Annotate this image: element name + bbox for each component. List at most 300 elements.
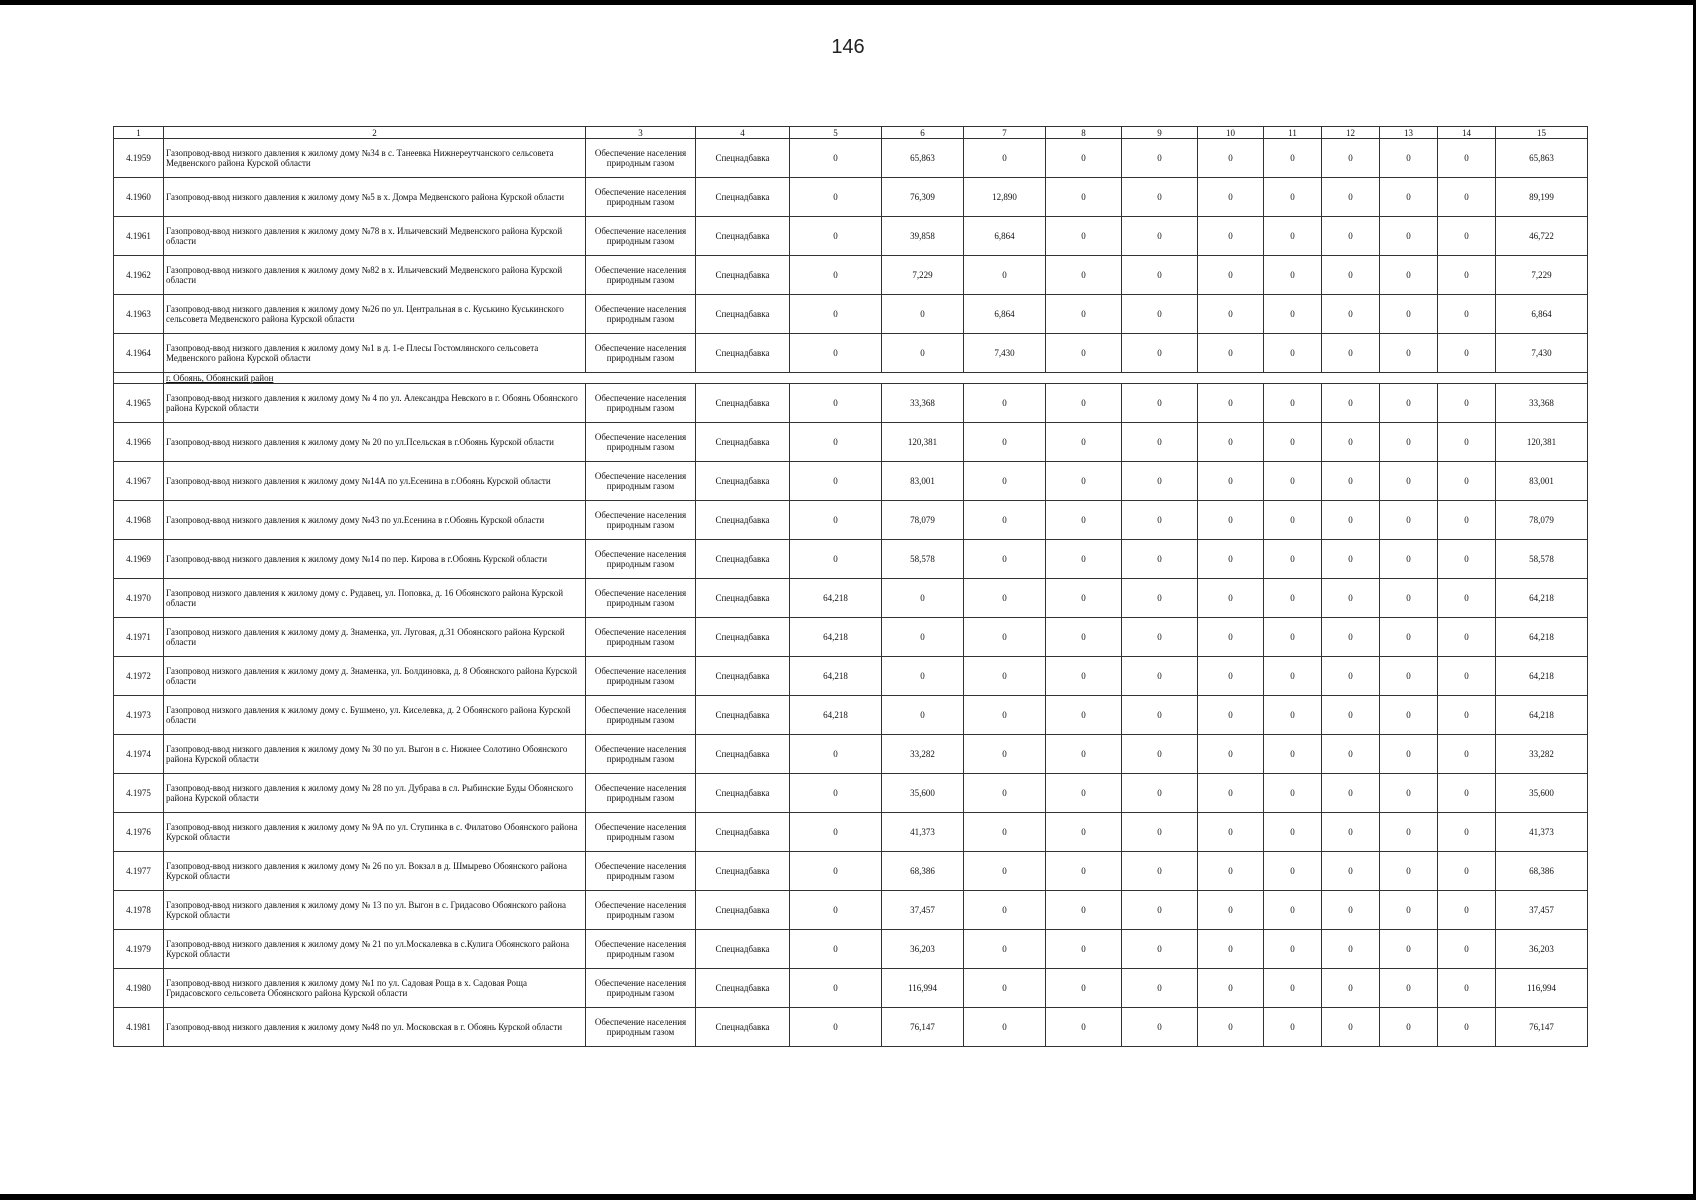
row-id: 4.1978 — [114, 891, 164, 930]
row-value: 64,218 — [1496, 696, 1588, 735]
row-purpose: Обеспечение населения природным газом — [586, 930, 696, 969]
row-name: Газопровод-ввод низкого давления к жилому дому № 9А по ул. Ступинка в с. Филатово Обоянского района Курской области — [164, 813, 586, 852]
row-value: 0 — [1046, 256, 1122, 295]
row-value: 7,430 — [1496, 334, 1588, 373]
row-value: 0 — [1322, 657, 1380, 696]
row-purpose: Обеспечение населения природным газом — [586, 295, 696, 334]
row-value: 64,218 — [790, 696, 882, 735]
row-source: Спецнадбавка — [696, 334, 790, 373]
row-id: 4.1964 — [114, 334, 164, 373]
row-value: 0 — [1322, 579, 1380, 618]
row-value: 64,218 — [790, 618, 882, 657]
row-source: Спецнадбавка — [696, 891, 790, 930]
row-source: Спецнадбавка — [696, 501, 790, 540]
row-value: 0 — [1122, 139, 1198, 178]
table-row — [114, 1008, 1588, 1047]
row-value: 0 — [1438, 178, 1496, 217]
row-name: Газопровод-ввод низкого давления к жилому дому № 4 по ул. Александра Невского в г. Обоянь Обоянского района Курской области — [164, 384, 586, 423]
table-row — [114, 735, 1588, 774]
row-source: Спецнадбавка — [696, 217, 790, 256]
row-value: 0 — [964, 384, 1046, 423]
row-value: 0 — [964, 618, 1046, 657]
row-value: 0 — [1046, 657, 1122, 696]
row-value: 0 — [1198, 423, 1264, 462]
row-value: 0 — [1122, 501, 1198, 540]
row-value: 0 — [1264, 657, 1322, 696]
row-value: 46,722 — [1496, 217, 1588, 256]
row-id: 4.1980 — [114, 969, 164, 1008]
row-name: Газопровод-ввод низкого давления к жилому дому №34 в с. Танеевка Нижнереутчанского сельсовета Медвенского района Курской области — [164, 139, 586, 178]
row-value: 0 — [1438, 1008, 1496, 1047]
row-value: 0 — [964, 423, 1046, 462]
row-value: 0 — [1264, 930, 1322, 969]
row-purpose: Обеспечение населения природным газом — [586, 540, 696, 579]
row-value: 64,218 — [790, 657, 882, 696]
row-purpose: Обеспечение населения природным газом — [586, 618, 696, 657]
row-value: 0 — [1438, 501, 1496, 540]
row-value: 0 — [1264, 217, 1322, 256]
row-value: 0 — [1322, 813, 1380, 852]
row-value: 0 — [790, 930, 882, 969]
row-value: 0 — [1380, 657, 1438, 696]
row-value: 33,282 — [882, 735, 964, 774]
row-value: 0 — [882, 618, 964, 657]
row-name: Газопровод-ввод низкого давления к жилому дому №14 по пер. Кирова в г.Обоянь Курской области — [164, 540, 586, 579]
table-row — [114, 384, 1588, 423]
row-value: 0 — [1322, 178, 1380, 217]
column-header: 14 — [1438, 127, 1496, 139]
row-value: 83,001 — [882, 462, 964, 501]
row-value: 0 — [1380, 891, 1438, 930]
row-purpose: Обеспечение населения природным газом — [586, 891, 696, 930]
row-value: 7,430 — [964, 334, 1046, 373]
row-value: 0 — [964, 696, 1046, 735]
row-value: 0 — [790, 423, 882, 462]
row-name: Газопровод-ввод низкого давления к жилому дому № 28 по ул. Дубрава в сл. Рыбинские Буды Обоянского района Курской области — [164, 774, 586, 813]
row-value: 33,282 — [1496, 735, 1588, 774]
row-value: 89,199 — [1496, 178, 1588, 217]
row-value: 0 — [1046, 774, 1122, 813]
row-value: 116,994 — [882, 969, 964, 1008]
row-value: 0 — [1322, 217, 1380, 256]
row-value: 0 — [1122, 930, 1198, 969]
row-value: 0 — [1438, 384, 1496, 423]
row-value: 0 — [1046, 696, 1122, 735]
row-value: 0 — [1264, 969, 1322, 1008]
row-value: 0 — [964, 930, 1046, 969]
row-value: 0 — [964, 540, 1046, 579]
row-value: 76,309 — [882, 178, 964, 217]
row-value: 0 — [1380, 618, 1438, 657]
row-value: 0 — [1198, 178, 1264, 217]
row-value: 0 — [790, 462, 882, 501]
row-value: 0 — [1198, 969, 1264, 1008]
row-purpose: Обеспечение населения природным газом — [586, 423, 696, 462]
row-name: Газопровод-ввод низкого давления к жилому дому № 20 по ул.Псельская в г.Обоянь Курской области — [164, 423, 586, 462]
row-value: 0 — [1264, 618, 1322, 657]
row-value: 0 — [1322, 930, 1380, 969]
row-value: 0 — [1380, 384, 1438, 423]
row-value: 0 — [1198, 256, 1264, 295]
row-value: 0 — [1438, 462, 1496, 501]
row-name: Газопровод-ввод низкого давления к жилому дому №26 по ул. Центральная в с. Куськино Куськинского сельсовета Медвенского района Курской области — [164, 295, 586, 334]
row-value: 0 — [964, 139, 1046, 178]
row-value: 64,218 — [1496, 618, 1588, 657]
row-value: 0 — [1264, 735, 1322, 774]
row-value: 0 — [1264, 579, 1322, 618]
row-value: 120,381 — [1496, 423, 1588, 462]
table-row — [114, 618, 1588, 657]
row-value: 39,858 — [882, 217, 964, 256]
row-value: 0 — [790, 384, 882, 423]
row-value: 0 — [1198, 334, 1264, 373]
row-name: Газопровод-ввод низкого давления к жилому дому № 26 по ул. Вокзал в д. Шмырево Обоянского района Курской области — [164, 852, 586, 891]
row-value: 41,373 — [1496, 813, 1588, 852]
row-value: 0 — [964, 852, 1046, 891]
row-name: Газопровод-ввод низкого давления к жилому дому №14А по ул.Есенина в г.Обоянь Курской области — [164, 462, 586, 501]
row-source: Спецнадбавка — [696, 384, 790, 423]
table-row — [114, 256, 1588, 295]
row-value: 0 — [1264, 256, 1322, 295]
row-value: 0 — [790, 735, 882, 774]
row-name: Газопровод-ввод низкого давления к жилому дому № 13 по ул. Выгон в с. Гридасово Обоянского района Курской области — [164, 891, 586, 930]
table-row — [114, 774, 1588, 813]
table-row — [114, 217, 1588, 256]
row-id: 4.1975 — [114, 774, 164, 813]
row-source: Спецнадбавка — [696, 1008, 790, 1047]
row-value: 6,864 — [964, 217, 1046, 256]
bottom-border — [0, 1194, 1696, 1200]
row-value: 0 — [1380, 217, 1438, 256]
row-source: Спецнадбавка — [696, 735, 790, 774]
row-value: 0 — [1264, 462, 1322, 501]
row-id: 4.1967 — [114, 462, 164, 501]
row-value: 0 — [1198, 462, 1264, 501]
row-value: 76,147 — [1496, 1008, 1588, 1047]
row-purpose: Обеспечение населения природным газом — [586, 696, 696, 735]
row-value: 0 — [1198, 579, 1264, 618]
row-value: 68,386 — [882, 852, 964, 891]
row-value: 0 — [1264, 295, 1322, 334]
row-name: Газопровод-ввод низкого давления к жилому дому № 30 по ул. Выгон в с. Нижнее Солотино Обоянского района Курской области — [164, 735, 586, 774]
row-value: 0 — [1438, 891, 1496, 930]
row-value: 0 — [1122, 423, 1198, 462]
top-border — [0, 0, 1696, 5]
row-value: 0 — [1380, 1008, 1438, 1047]
row-value: 0 — [1438, 256, 1496, 295]
row-value: 0 — [1122, 334, 1198, 373]
row-value: 0 — [1264, 813, 1322, 852]
row-name: Газопровод низкого давления к жилому дому с. Бушмено, ул. Киселевка, д. 2 Обоянского района Курской области — [164, 696, 586, 735]
row-value: 0 — [964, 501, 1046, 540]
row-value: 0 — [790, 540, 882, 579]
row-id: 4.1977 — [114, 852, 164, 891]
row-id: 4.1974 — [114, 735, 164, 774]
row-id: 4.1981 — [114, 1008, 164, 1047]
row-source: Спецнадбавка — [696, 579, 790, 618]
row-purpose: Обеспечение населения природным газом — [586, 735, 696, 774]
header-row — [114, 127, 1588, 139]
column-header: 15 — [1496, 127, 1588, 139]
table-row — [114, 540, 1588, 579]
row-value: 0 — [1438, 774, 1496, 813]
row-purpose: Обеспечение населения природным газом — [586, 774, 696, 813]
row-value: 58,578 — [1496, 540, 1588, 579]
row-value: 0 — [1438, 618, 1496, 657]
row-source: Спецнадбавка — [696, 423, 790, 462]
row-value: 0 — [1380, 295, 1438, 334]
row-value: 0 — [1122, 178, 1198, 217]
row-value: 0 — [790, 813, 882, 852]
data-table — [113, 126, 1588, 1047]
row-value: 0 — [790, 217, 882, 256]
row-value: 0 — [1438, 139, 1496, 178]
row-value: 64,218 — [790, 579, 882, 618]
row-value: 37,457 — [1496, 891, 1588, 930]
row-value: 0 — [1122, 657, 1198, 696]
row-value: 0 — [1380, 501, 1438, 540]
row-value: 0 — [882, 579, 964, 618]
column-header: 7 — [964, 127, 1046, 139]
column-header: 3 — [586, 127, 696, 139]
row-value: 0 — [790, 256, 882, 295]
row-value: 0 — [1046, 423, 1122, 462]
section-title: г. Обоянь, Обоянский район — [164, 373, 1588, 384]
row-value: 0 — [1322, 696, 1380, 735]
table-row — [114, 579, 1588, 618]
row-value: 64,218 — [1496, 657, 1588, 696]
row-source: Спецнадбавка — [696, 256, 790, 295]
row-value: 0 — [964, 735, 1046, 774]
row-value: 0 — [1380, 579, 1438, 618]
row-value: 0 — [1198, 891, 1264, 930]
row-value: 0 — [1322, 891, 1380, 930]
column-header: 9 — [1122, 127, 1198, 139]
row-value: 0 — [1198, 813, 1264, 852]
row-value: 0 — [1198, 217, 1264, 256]
row-value: 0 — [1264, 852, 1322, 891]
row-value: 0 — [1198, 930, 1264, 969]
row-value: 33,368 — [1496, 384, 1588, 423]
row-value: 6,864 — [964, 295, 1046, 334]
row-value: 0 — [1198, 696, 1264, 735]
row-value: 0 — [1046, 891, 1122, 930]
row-id: 4.1971 — [114, 618, 164, 657]
row-value: 0 — [964, 891, 1046, 930]
row-value: 0 — [1122, 813, 1198, 852]
row-value: 0 — [1322, 540, 1380, 579]
row-name: Газопровод-ввод низкого давления к жилому дому №78 в х. Ильичевский Медвенского района Курской области — [164, 217, 586, 256]
row-value: 0 — [1046, 735, 1122, 774]
row-value: 0 — [1380, 969, 1438, 1008]
row-value: 0 — [1198, 735, 1264, 774]
row-value: 0 — [1122, 1008, 1198, 1047]
row-value: 0 — [1046, 969, 1122, 1008]
row-value: 0 — [1198, 384, 1264, 423]
row-source: Спецнадбавка — [696, 696, 790, 735]
row-value: 0 — [1198, 139, 1264, 178]
row-value: 0 — [1438, 657, 1496, 696]
row-value: 0 — [1122, 579, 1198, 618]
row-value: 0 — [1198, 657, 1264, 696]
row-value: 120,381 — [882, 423, 964, 462]
row-value: 0 — [964, 774, 1046, 813]
row-value: 0 — [1198, 618, 1264, 657]
row-value: 0 — [790, 501, 882, 540]
row-source: Спецнадбавка — [696, 657, 790, 696]
row-value: 0 — [1264, 891, 1322, 930]
row-source: Спецнадбавка — [696, 178, 790, 217]
row-name: Газопровод низкого давления к жилому дому д. Знаменка, ул. Луговая, д.31 Обоянского района Курской области — [164, 618, 586, 657]
row-purpose: Обеспечение населения природным газом — [586, 969, 696, 1008]
row-purpose: Обеспечение населения природным газом — [586, 579, 696, 618]
row-value: 0 — [790, 139, 882, 178]
row-value: 0 — [1122, 696, 1198, 735]
row-value: 0 — [790, 178, 882, 217]
row-value: 0 — [1438, 540, 1496, 579]
row-value: 0 — [1438, 217, 1496, 256]
row-purpose: Обеспечение населения природным газом — [586, 501, 696, 540]
column-header: 12 — [1322, 127, 1380, 139]
row-value: 0 — [1322, 334, 1380, 373]
row-name: Газопровод-ввод низкого давления к жилому дому №5 в х. Домра Медвенского района Курской области — [164, 178, 586, 217]
row-purpose: Обеспечение населения природным газом — [586, 256, 696, 295]
row-id: 4.1966 — [114, 423, 164, 462]
row-value: 33,368 — [882, 384, 964, 423]
row-value: 0 — [1198, 852, 1264, 891]
row-value: 0 — [1322, 462, 1380, 501]
column-header: 5 — [790, 127, 882, 139]
row-id: 4.1976 — [114, 813, 164, 852]
row-purpose: Обеспечение населения природным газом — [586, 657, 696, 696]
table-row — [114, 852, 1588, 891]
row-value: 0 — [1438, 735, 1496, 774]
table-row — [114, 139, 1588, 178]
row-value: 0 — [1046, 178, 1122, 217]
row-source: Спецнадбавка — [696, 813, 790, 852]
column-header: 1 — [114, 127, 164, 139]
row-value: 0 — [1380, 774, 1438, 813]
row-purpose: Обеспечение населения природным газом — [586, 852, 696, 891]
row-value: 6,864 — [1496, 295, 1588, 334]
row-value: 0 — [1322, 501, 1380, 540]
row-id: 4.1970 — [114, 579, 164, 618]
table-row — [114, 813, 1588, 852]
table-row — [114, 462, 1588, 501]
row-value: 65,863 — [1496, 139, 1588, 178]
row-value: 0 — [1122, 774, 1198, 813]
column-header: 2 — [164, 127, 586, 139]
row-id: 4.1960 — [114, 178, 164, 217]
row-value: 0 — [1380, 696, 1438, 735]
row-value: 0 — [882, 334, 964, 373]
row-value: 0 — [1264, 423, 1322, 462]
row-id: 4.1959 — [114, 139, 164, 178]
row-value: 0 — [1122, 384, 1198, 423]
row-purpose: Обеспечение населения природным газом — [586, 178, 696, 217]
row-value: 0 — [1438, 579, 1496, 618]
row-value: 35,600 — [882, 774, 964, 813]
row-value: 0 — [1264, 334, 1322, 373]
row-value: 0 — [1264, 774, 1322, 813]
row-name: Газопровод-ввод низкого давления к жилому дому №1 в д. 1-е Плесы Гостомлянского сельсовета Медвенского района Курской области — [164, 334, 586, 373]
row-value: 0 — [1046, 618, 1122, 657]
row-value: 64,218 — [1496, 579, 1588, 618]
row-value: 0 — [964, 462, 1046, 501]
row-id: 4.1968 — [114, 501, 164, 540]
table-row — [114, 423, 1588, 462]
row-value: 0 — [1122, 462, 1198, 501]
row-value: 0 — [790, 891, 882, 930]
row-value: 0 — [1264, 501, 1322, 540]
row-source: Спецнадбавка — [696, 462, 790, 501]
row-value: 0 — [1380, 930, 1438, 969]
table-row — [114, 657, 1588, 696]
row-value: 0 — [1380, 139, 1438, 178]
row-purpose: Обеспечение населения природным газом — [586, 334, 696, 373]
row-purpose: Обеспечение населения природным газом — [586, 384, 696, 423]
row-value: 0 — [882, 295, 964, 334]
row-id: 4.1963 — [114, 295, 164, 334]
row-source: Спецнадбавка — [696, 852, 790, 891]
row-source: Спецнадбавка — [696, 618, 790, 657]
row-value: 37,457 — [882, 891, 964, 930]
column-header: 11 — [1264, 127, 1322, 139]
row-name: Газопровод-ввод низкого давления к жилому дому №43 по ул.Есенина в г.Обоянь Курской области — [164, 501, 586, 540]
row-id: 4.1973 — [114, 696, 164, 735]
row-value: 76,147 — [882, 1008, 964, 1047]
section-row — [114, 373, 1588, 384]
table-row — [114, 969, 1588, 1008]
row-value: 0 — [1046, 930, 1122, 969]
row-value: 0 — [1046, 813, 1122, 852]
row-name: Газопровод низкого давления к жилому дому д. Знаменка, ул. Болдиновка, д. 8 Обоянского района Курской области — [164, 657, 586, 696]
row-value: 0 — [1322, 1008, 1380, 1047]
row-value: 0 — [1046, 217, 1122, 256]
row-value: 0 — [1122, 295, 1198, 334]
row-value: 0 — [1122, 256, 1198, 295]
row-source: Спецнадбавка — [696, 139, 790, 178]
row-value: 0 — [964, 813, 1046, 852]
row-value: 0 — [790, 295, 882, 334]
row-value: 0 — [1046, 540, 1122, 579]
row-value: 0 — [1438, 969, 1496, 1008]
column-header: 6 — [882, 127, 964, 139]
row-value: 0 — [1380, 462, 1438, 501]
row-value: 0 — [1122, 217, 1198, 256]
row-purpose: Обеспечение населения природным газом — [586, 1008, 696, 1047]
row-value: 0 — [1438, 930, 1496, 969]
row-name: Газопровод-ввод низкого давления к жилому дому № 21 по ул.Москалевка в с.Кулига Обоянского района Курской области — [164, 930, 586, 969]
row-value: 78,079 — [1496, 501, 1588, 540]
row-value: 0 — [964, 579, 1046, 618]
row-value: 0 — [1046, 384, 1122, 423]
row-value: 0 — [1380, 813, 1438, 852]
row-value: 0 — [1046, 295, 1122, 334]
row-value: 83,001 — [1496, 462, 1588, 501]
row-value: 78,079 — [882, 501, 964, 540]
row-purpose: Обеспечение населения природным газом — [586, 217, 696, 256]
row-id: 4.1972 — [114, 657, 164, 696]
row-name: Газопровод-ввод низкого давления к жилому дому №48 по ул. Московская в г. Обоянь Курской области — [164, 1008, 586, 1047]
row-value: 116,994 — [1496, 969, 1588, 1008]
row-value: 0 — [1438, 334, 1496, 373]
row-value: 0 — [1322, 969, 1380, 1008]
row-value: 0 — [1322, 384, 1380, 423]
row-value: 0 — [1198, 774, 1264, 813]
row-value: 0 — [1046, 462, 1122, 501]
table-row — [114, 696, 1588, 735]
